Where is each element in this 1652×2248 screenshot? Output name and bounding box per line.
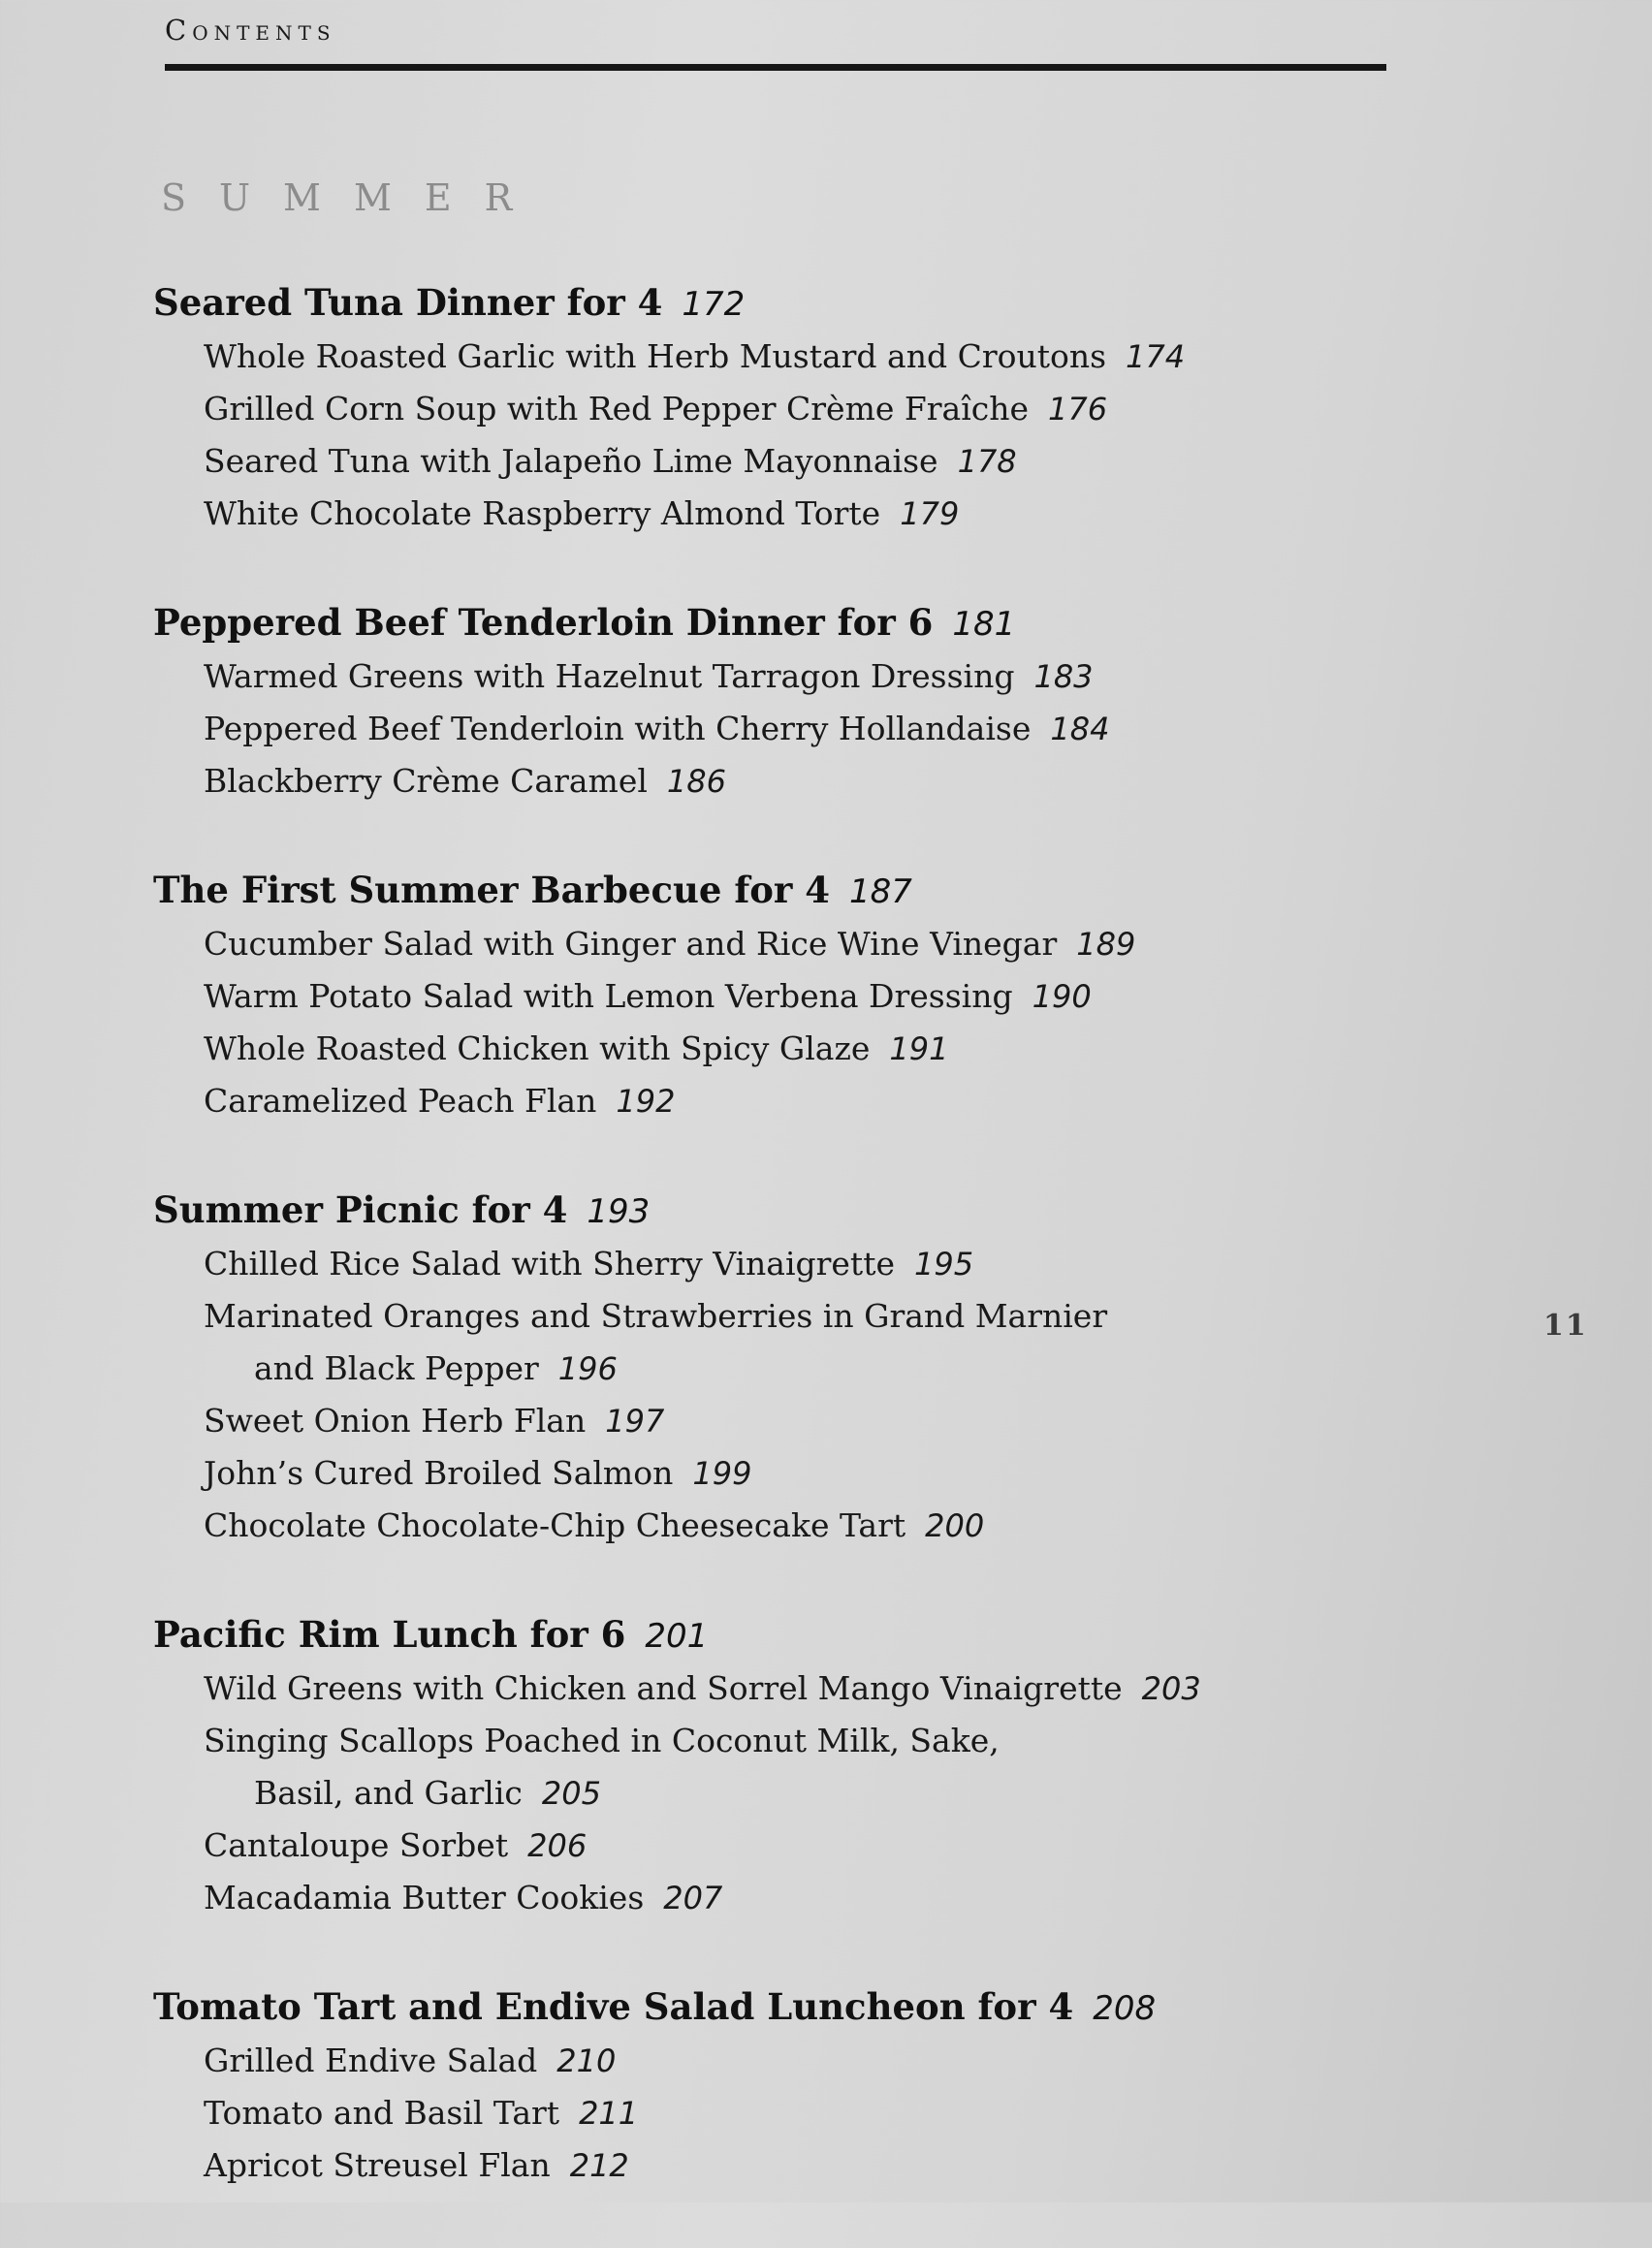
dish-name: Whole Roasted Garlic with Herb Mustard and Croutons — [204, 337, 1107, 375]
dish-page-number: 191 — [889, 1030, 949, 1067]
dish-entry — [153, 488, 1375, 540]
menu-title-text: The First Summer Barbecue for 4 — [153, 869, 831, 911]
menu-section — [153, 1980, 1375, 2192]
menu-title-text: Tomato Tart and Endive Salad Luncheon for 4 — [153, 1985, 1074, 2028]
menu-section — [153, 1184, 1375, 1552]
dish-entry — [153, 918, 1375, 970]
dish-name: Warm Potato Salad with Lemon Verbena Dressing — [204, 977, 1013, 1015]
dish-name: Chilled Rice Salad with Sherry Vinaigrette — [204, 1245, 895, 1282]
page-number: 11 — [1543, 1309, 1588, 1343]
dish-entry — [153, 1290, 1375, 1395]
dish-name: Apricot Streusel Flan — [204, 2146, 551, 2184]
dish-entry — [153, 1820, 1375, 1872]
menu-section — [153, 864, 1375, 1127]
dish-name: Seared Tuna with Jalapeño Lime Mayonnaise — [204, 442, 938, 480]
dish-page-number: 184 — [1050, 711, 1110, 747]
dish-continuation-text: Basil, and Garlic — [254, 1774, 523, 1812]
dish-name: Whole Roasted Chicken with Spicy Glaze — [204, 1029, 871, 1067]
dish-entry — [153, 1395, 1375, 1447]
contents-heading: Contents — [165, 14, 336, 47]
menu-title — [153, 596, 1375, 650]
dish-entry — [153, 2035, 1375, 2087]
menu-page-number: 187 — [849, 872, 912, 911]
dish-name-continuation — [204, 1343, 1375, 1395]
dish-name: Singing Scallops Poached in Coconut Milk, Sake, — [204, 1722, 1000, 1759]
dish-entry — [153, 703, 1375, 755]
dish-page-number: 190 — [1032, 978, 1092, 1015]
dish-entry — [153, 2139, 1375, 2192]
dish-page-number: 179 — [900, 495, 960, 532]
menu-title — [153, 276, 1375, 331]
dish-entry — [153, 1500, 1375, 1552]
dish-name: Cucumber Salad with Ginger and Rice Wine Vinegar — [204, 925, 1058, 963]
dish-name: Macadamia Butter Cookies — [204, 1879, 645, 1916]
dish-page-number: 197 — [605, 1403, 665, 1440]
table-of-contents — [153, 276, 1375, 2248]
dish-entry — [153, 2087, 1375, 2139]
menu-page-number: 193 — [587, 1192, 651, 1231]
dish-name: Sweet Onion Herb Flan — [204, 1402, 587, 1440]
dish-continuation-text: and Black Pepper — [254, 1349, 539, 1387]
menu-title — [153, 1980, 1375, 2035]
dish-name: Grilled Endive Salad — [204, 2042, 538, 2079]
dish-page-number: 183 — [1033, 658, 1094, 695]
menu-page-number: 172 — [682, 285, 746, 324]
menu-page-number: 208 — [1093, 1989, 1157, 2028]
menu-section — [153, 596, 1375, 807]
dish-entry — [153, 1075, 1375, 1127]
dish-entry — [153, 1715, 1375, 1820]
menu-section — [153, 1608, 1375, 1924]
dish-name: Marinated Oranges and Strawberries in Grand Marnier — [204, 1297, 1108, 1335]
dish-page-number: 199 — [692, 1455, 752, 1492]
dish-entry — [153, 755, 1375, 807]
menu-title-text: Summer Picnic for 4 — [153, 1188, 568, 1231]
dish-page-number: 176 — [1048, 391, 1108, 427]
dish-name: Grilled Corn Soup with Red Pepper Crème Fraîche — [204, 390, 1030, 427]
header-rule — [165, 64, 1386, 71]
dish-page-number: 203 — [1141, 1670, 1201, 1707]
dish-page-number: 207 — [663, 1880, 723, 1916]
dish-name: Cantaloupe Sorbet — [204, 1826, 509, 1864]
dish-entry — [153, 435, 1375, 488]
dish-name: Chocolate Chocolate-Chip Cheesecake Tart — [204, 1506, 906, 1544]
menu-title — [153, 1608, 1375, 1662]
menu-title — [153, 1184, 1375, 1238]
page-header — [165, 14, 1386, 47]
dish-page-number: 178 — [957, 443, 1017, 480]
dish-name: Warmed Greens with Hazelnut Tarragon Dressing — [204, 657, 1015, 695]
dish-entry — [153, 1023, 1375, 1075]
dish-entry — [153, 1872, 1375, 1924]
dish-entry — [153, 1662, 1375, 1715]
dish-page-number: 212 — [569, 2147, 629, 2184]
dish-name: Tomato and Basil Tart — [204, 2094, 560, 2132]
dish-name: White Chocolate Raspberry Almond Torte — [204, 494, 881, 532]
menu-title-text: Pacific Rim Lunch for 6 — [153, 1613, 626, 1656]
menu-page-number: 181 — [952, 605, 1016, 644]
dish-name-continuation — [204, 1767, 1375, 1820]
dish-page-number: 205 — [541, 1775, 601, 1812]
menu-page-number: 201 — [645, 1617, 709, 1656]
dish-page-number: 195 — [913, 1246, 974, 1282]
dish-page-number: 200 — [925, 1507, 985, 1544]
dish-entry — [153, 970, 1375, 1023]
dish-page-number: 196 — [557, 1350, 618, 1387]
dish-entry — [153, 1238, 1375, 1290]
dish-name: John’s Cured Broiled Salmon — [204, 1454, 674, 1492]
menu-title — [153, 864, 1375, 918]
dish-entry — [153, 650, 1375, 703]
menu-section — [153, 276, 1375, 540]
dish-name: Peppered Beef Tenderloin with Cherry Hollandaise — [204, 710, 1032, 747]
dish-page-number: 189 — [1076, 926, 1136, 963]
dish-entry — [153, 331, 1375, 383]
dish-entry — [153, 1447, 1375, 1500]
menu-title-text: Seared Tuna Dinner for 4 — [153, 281, 663, 324]
dish-name: Blackberry Crème Caramel — [204, 762, 648, 800]
dish-name: Caramelized Peach Flan — [204, 1082, 597, 1120]
dish-entry — [153, 383, 1375, 435]
dish-name: Wild Greens with Chicken and Sorrel Mango Vinaigrette — [204, 1669, 1123, 1707]
dish-page-number: 186 — [666, 763, 726, 800]
dish-page-number: 174 — [1126, 338, 1186, 375]
season-heading: SUMMER — [161, 176, 546, 219]
dish-page-number: 211 — [579, 2095, 639, 2132]
dish-page-number: 192 — [616, 1083, 676, 1120]
menu-title-text: Peppered Beef Tenderloin Dinner for 6 — [153, 601, 934, 644]
dish-page-number: 210 — [556, 2042, 617, 2079]
dish-page-number: 206 — [527, 1827, 588, 1864]
